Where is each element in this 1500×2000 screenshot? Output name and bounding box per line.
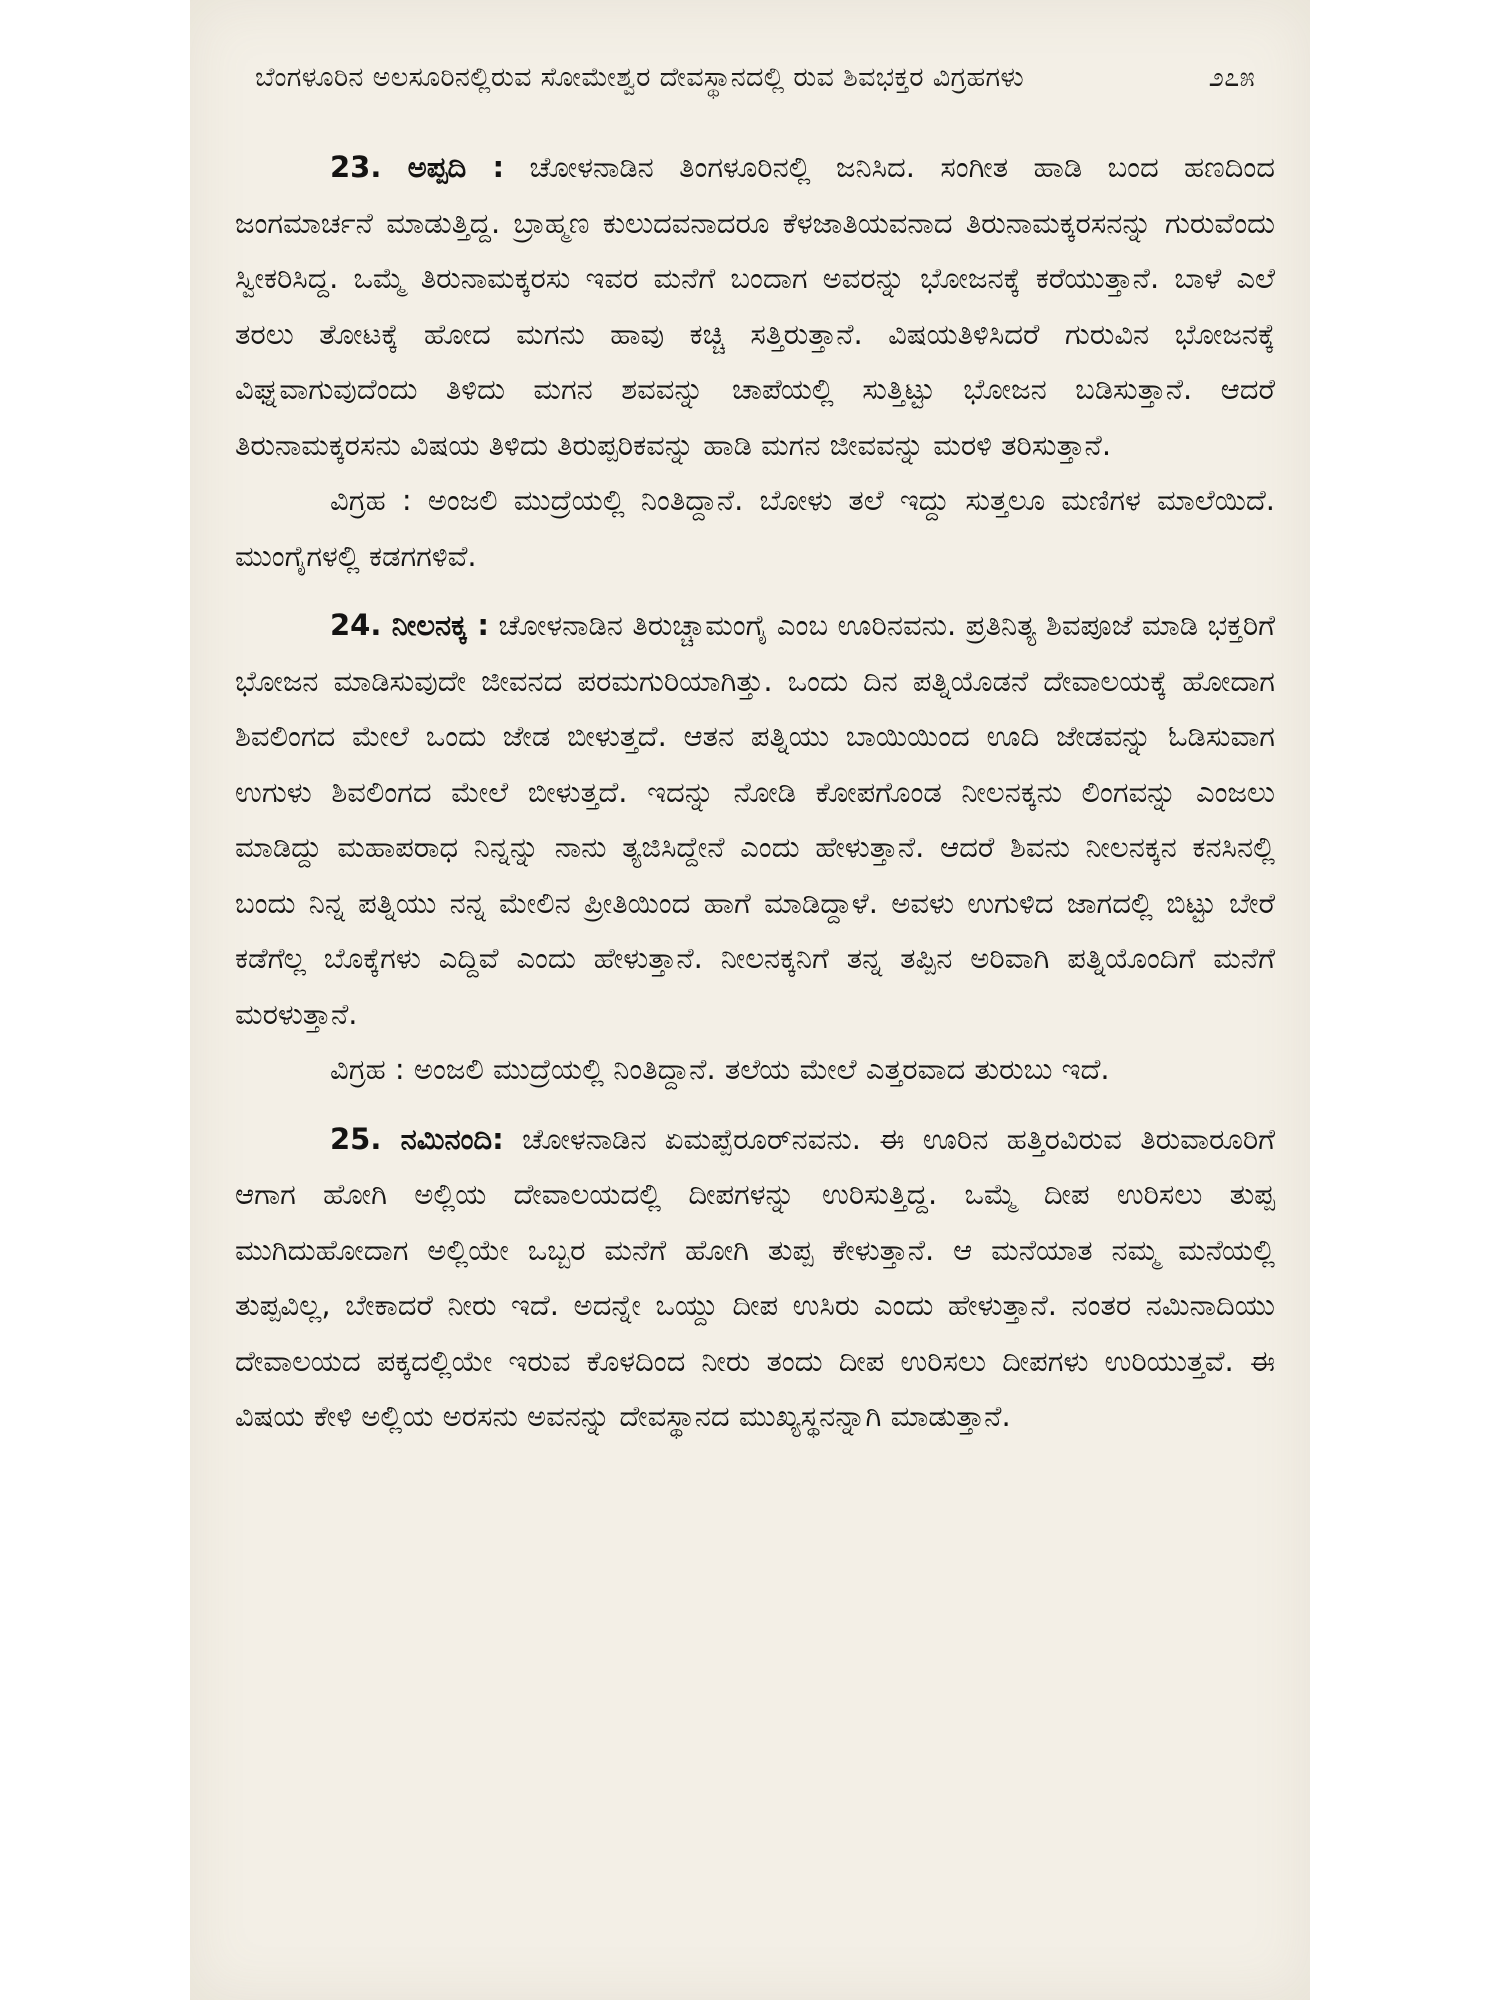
running-header	[255, 62, 1255, 94]
entry-23-idol: ವಿಗ್ರಹ : ಅಂಜಲಿ ಮುದ್ರೆಯಲ್ಲಿ ನಿಂತಿದ್ದಾನೆ. ಬೋಳು ತಲೆ ಇದ್ದು ಸುತ್ತಲೂ ಮಣಿಗಳ ಮಾಲೆಯಿದೆ. ಮುಂಗೈಗಳಲ್ಲಿ ಕಡಗಗಳಿವೆ.	[235, 483, 1275, 573]
entry-23-heading: 23. ಅಪ್ಪದಿ :	[330, 150, 505, 184]
entry-25-text: ಚೋಳನಾಡಿನ ಏಮಪ್ಪೆರೂರ್‌ನವನು. ಈ ಊರಿನ ಹತ್ತಿರವಿರುವ ತಿರುವಾರೂರಿಗೆ ಆಗಾಗ ಹೋಗಿ ಅಲ್ಲಿಯ ದೇವಾಲಯದಲ್ಲಿ ದೀಪಗಳನ್ನು ಉರಿಸುತ್ತಿದ್ದ. ಒಮ್ಮೆ ದೀಪ ಉರಿಸಲು ತುಪ್ಪ ಮುಗಿದುಹೋದಾಗ ಅಲ್ಲಿಯೇ ಒಬ್ಬರ ಮನೆಗೆ ಹೋಗಿ ತುಪ್ಪ ಕೇಳುತ್ತಾನೆ. ಆ ಮನೆಯಾತ ನಮ್ಮ ಮನೆಯಲ್ಲಿ ತುಪ್ಪವಿಲ್ಲ, ಬೇಕಾದರೆ ನೀರು ಇದೆ. ಅದನ್ನೇ ಒಯ್ದು ದೀಪ ಉಸಿರು ಎಂದು ಹೇಳುತ್ತಾನೆ. ನಂತರ ನಮಿನಾದಿಯು ದೇವಾಲಯದ ಪಕ್ಕದಲ್ಲಿಯೇ ಇರುವ ಕೊಳದಿಂದ ನೀರು ತಂದು ದೀಪ ಉರಿಸಲು ದೀಪಗಳು ಉರಿಯುತ್ತವೆ. ಈ ವಿಷಯ ಕೇಳಿ ಅಲ್ಲಿಯ ಅರಸನು ಅವನನ್ನು ದೇವಸ್ಥಾನದ ಮುಖ್ಯಸ್ಥನನ್ನಾಗಿ ಮಾಡುತ್ತಾನೆ.	[235, 1121, 1275, 1433]
entry-24-text: ಚೋಳನಾಡಿನ ತಿರುಚ್ಚಾಮಂಗೈ ಎಂಬ ಊರಿನವನು. ಪ್ರತಿನಿತ್ಯ ಶಿವಪೂಜೆ ಮಾಡಿ ಭಕ್ತರಿಗೆ ಭೋಜನ ಮಾಡಿಸುವುದೇ ಜೀವನದ ಪರಮಗುರಿಯಾಗಿತ್ತು. ಒಂದು ದಿನ ಪತ್ನಿಯೊಡನೆ ದೇವಾಲಯಕ್ಕೆ ಹೋದಾಗ ಶಿವಲಿಂಗದ ಮೇಲೆ ಒಂದು ಜೇಡ ಬೀಳುತ್ತದೆ. ಆತನ ಪತ್ನಿಯು ಬಾಯಿಯಿಂದ ಊದಿ ಜೇಡವನ್ನು ಓಡಿಸುವಾಗ ಉಗುಳು ಶಿವಲಿಂಗದ ಮೇಲೆ ಬೀಳುತ್ತದೆ. ಇದನ್ನು ನೋಡಿ ಕೋಪಗೊಂಡ ನೀಲನಕ್ಕನು ಲಿಂಗವನ್ನು ಎಂಜಲು ಮಾಡಿದ್ದು ಮಹಾಪರಾಧ ನಿನ್ನನ್ನು ನಾನು ತ್ಯಜಿಸಿದ್ದೇನೆ ಎಂದು ಹೇಳುತ್ತಾನೆ. ಆದರೆ ಶಿವನು ನೀಲನಕ್ಕನ ಕನಸಿನಲ್ಲಿ ಬಂದು ನಿನ್ನ ಪತ್ನಿಯು ನನ್ನ ಮೇಲಿನ ಪ್ರೀತಿಯಿಂದ ಹಾಗೆ ಮಾಡಿದ್ದಾಳೆ. ಅವಳು ಉಗುಳಿದ ಜಾಗದಲ್ಲಿ ಬಿಟ್ಟು ಬೇರೆ ಕಡೆಗೆಲ್ಲ ಬೊಕ್ಕೆಗಳು ಎದ್ದಿವೆ ಎಂದು ಹೇಳುತ್ತಾನೆ. ನೀಲನಕ್ಕನಿಗೆ ತನ್ನ ತಪ್ಪಿನ ಅರಿವಾಗಿ ಪತ್ನಿಯೊಂದಿಗೆ ಮನೆಗೆ ಮರಳುತ್ತಾನೆ.	[235, 608, 1275, 1031]
header-title: ಬೆಂಗಳೂರಿನ ಅಲಸೂರಿನಲ್ಲಿರುವ ಸೋಮೇಶ್ವರ ದೇವಸ್ಥಾನದಲ್ಲಿ ರುವ ಶಿವಭಕ್ತರ ವಿಗ್ರಹಗಳು	[255, 62, 1024, 93]
page-number: ೨೭೫	[1208, 62, 1255, 93]
entry-24-idol: ವಿಗ್ರಹ : ಅಂಜಲಿ ಮುದ್ರೆಯಲ್ಲಿ ನಿಂತಿದ್ದಾನೆ. ತಲೆಯ ಮೇಲೆ ಎತ್ತರವಾದ ತುರುಬು ಇದೆ.	[330, 1052, 1110, 1086]
entry-23-paragraph	[235, 140, 1275, 473]
entry-24-heading: 24. ನೀಲನಕ್ಕ :	[330, 608, 489, 642]
entry-23-text: ಚೋಳನಾಡಿನ ತಿಂಗಳೂರಿನಲ್ಲಿ ಜನಿಸಿದ. ಸಂಗೀತ ಹಾಡಿ ಬಂದ ಹಣದಿಂದ ಜಂಗಮಾರ್ಚನೆ ಮಾಡುತ್ತಿದ್ದ. ಬ್ರಾಹ್ಮಣ ಕುಲುದವನಾದರೂ ಕೆಳಜಾತಿಯವನಾದ ತಿರುನಾಮಕ್ಕರಸನನ್ನು ಗುರುವೆಂದು ಸ್ವೀಕರಿಸಿದ್ದ. ಒಮ್ಮೆ ತಿರುನಾಮಕ್ಕರಸು ಇವರ ಮನೆಗೆ ಬಂದಾಗ ಅವರನ್ನು ಭೋಜನಕ್ಕೆ ಕರೆಯುತ್ತಾನೆ. ಬಾಳೆ ಎಲೆ ತರಲು ತೋಟಕ್ಕೆ ಹೋದ ಮಗನು ಹಾವು ಕಚ್ಚಿ ಸತ್ತಿರುತ್ತಾನೆ. ವಿಷಯತಿಳಿಸಿದರೆ ಗುರುವಿನ ಭೋಜನಕ್ಕೆ ವಿಘ್ನವಾಗುವುದೆಂದು ತಿಳಿದು ಮಗನ ಶವವನ್ನು ಚಾಪೆಯಲ್ಲಿ ಸುತ್ತಿಟ್ಟು ಭೋಜನ ಬಡಿಸುತ್ತಾನೆ. ಆದರೆ ತಿರುನಾಮಕ್ಕರಸನು ವಿಷಯ ತಿಳಿದು ತಿರುಪ್ಪರಿಕವನ್ನು ಹಾಡಿ ಮಗನ ಜೀವವನ್ನು ಮರಳಿ ತರಿಸುತ್ತಾನೆ.	[235, 150, 1275, 462]
entry-25-paragraph	[235, 1112, 1275, 1445]
body-text	[235, 140, 1275, 1445]
book-page	[190, 0, 1310, 2000]
entry-25-heading: 25. ನಮಿನಂದಿ:	[330, 1121, 504, 1156]
entry-24-paragraph	[235, 598, 1275, 1042]
